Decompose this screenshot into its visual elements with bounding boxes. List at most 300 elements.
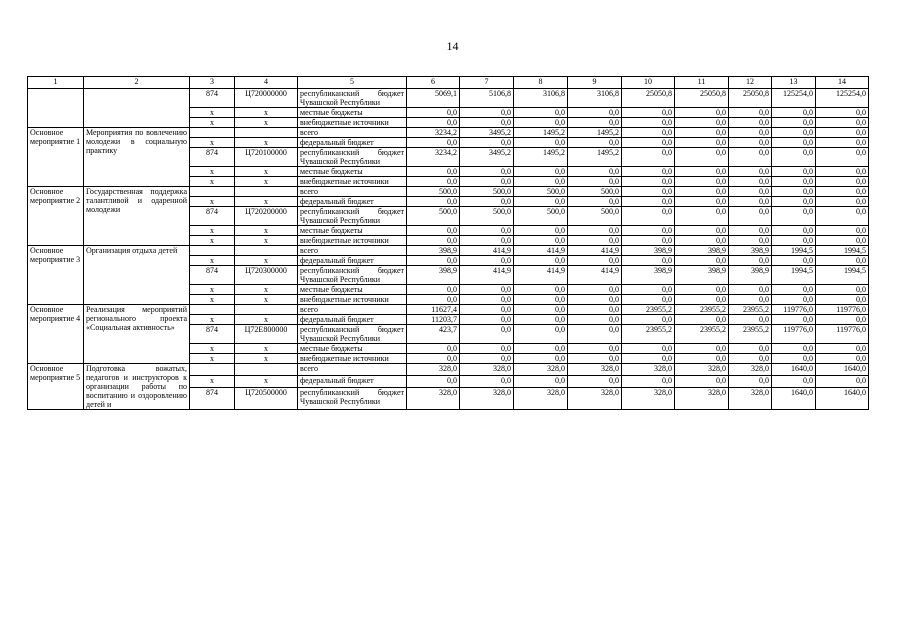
amount-cell: 3234,2	[407, 128, 460, 138]
amount-cell: 414,9	[514, 246, 568, 256]
amount-cell: 0,0	[675, 207, 729, 226]
amount-cell: 0,0	[816, 285, 869, 295]
amount-cell: 119776,0	[772, 305, 816, 315]
budget-code	[235, 187, 298, 197]
amount-cell: 3106,8	[514, 89, 568, 108]
funding-source: федеральный бюджет	[298, 197, 407, 207]
amount-cell: 0,0	[816, 315, 869, 325]
amount-cell: 0,0	[568, 197, 622, 207]
amount-cell: 0,0	[816, 128, 869, 138]
amount-cell: 414,9	[460, 246, 514, 256]
amount-cell: 0,0	[460, 256, 514, 266]
amount-cell: 0,0	[514, 138, 568, 148]
activity-description: Мероприятия по вовлечению молодежи в социальную практику	[84, 128, 190, 187]
amount-cell: 119776,0	[772, 325, 816, 344]
activity-label: Основное мероприятие 4	[28, 305, 84, 364]
amount-cell: 1495,2	[514, 128, 568, 138]
amount-cell: 0,0	[622, 108, 675, 118]
funding-source: всего	[298, 128, 407, 138]
amount-cell: 0,0	[729, 315, 772, 325]
amount-cell: 0,0	[729, 207, 772, 226]
amount-cell: 25050,8	[729, 89, 772, 108]
amount-cell: 0,0	[568, 108, 622, 118]
amount-cell: 0,0	[729, 354, 772, 364]
budget-code: x	[235, 167, 298, 177]
amount-cell: 0,0	[622, 197, 675, 207]
amount-cell: 0,0	[816, 108, 869, 118]
amount-cell: 0,0	[772, 285, 816, 295]
amount-cell: 0,0	[772, 236, 816, 246]
amount-cell: 328,0	[622, 364, 675, 376]
table-body	[28, 77, 869, 410]
amount-cell: 25050,8	[622, 89, 675, 108]
budget-code	[235, 246, 298, 256]
amount-cell: 0,0	[460, 108, 514, 118]
amount-cell: 0,0	[816, 138, 869, 148]
table-row	[28, 128, 869, 138]
amount-cell: 0,0	[568, 295, 622, 305]
amount-cell: 0,0	[772, 148, 816, 167]
amount-cell: 328,0	[675, 364, 729, 376]
amount-cell: 1495,2	[568, 128, 622, 138]
amount-cell: 0,0	[772, 315, 816, 325]
amount-cell: 500,0	[407, 187, 460, 197]
ministry-code: x	[190, 354, 235, 364]
amount-cell: 0,0	[514, 108, 568, 118]
amount-cell: 0,0	[460, 226, 514, 236]
funding-source: всего	[298, 187, 407, 197]
col-number: 12	[729, 77, 772, 89]
amount-cell: 0,0	[460, 197, 514, 207]
funding-source: внебюджетные источники	[298, 177, 407, 187]
ministry-code: x	[190, 315, 235, 325]
amount-cell: 414,9	[460, 266, 514, 285]
amount-cell: 0,0	[514, 167, 568, 177]
amount-cell: 0,0	[514, 285, 568, 295]
amount-cell: 0,0	[460, 118, 514, 128]
amount-cell: 23955,2	[729, 325, 772, 344]
amount-cell: 398,9	[407, 266, 460, 285]
amount-cell: 0,0	[675, 138, 729, 148]
amount-cell: 11203,7	[407, 315, 460, 325]
amount-cell: 0,0	[568, 167, 622, 177]
amount-cell: 0,0	[407, 108, 460, 118]
amount-cell: 23955,2	[729, 305, 772, 315]
ministry-code	[190, 364, 235, 376]
funding-source: всего	[298, 305, 407, 315]
amount-cell: 0,0	[675, 148, 729, 167]
amount-cell: 500,0	[514, 187, 568, 197]
amount-cell: 0,0	[514, 236, 568, 246]
amount-cell: 0,0	[407, 285, 460, 295]
amount-cell: 0,0	[460, 375, 514, 387]
amount-cell: 0,0	[816, 375, 869, 387]
funding-source: местные бюджеты	[298, 226, 407, 236]
funding-source: республиканский бюджет Чувашской Республики	[298, 266, 407, 285]
amount-cell: 0,0	[729, 118, 772, 128]
amount-cell: 0,0	[622, 344, 675, 354]
amount-cell: 0,0	[675, 354, 729, 364]
ministry-code: x	[190, 108, 235, 118]
budget-code: Ц720200000	[235, 207, 298, 226]
funding-source: всего	[298, 364, 407, 376]
amount-cell: 328,0	[407, 364, 460, 376]
amount-cell: 328,0	[514, 364, 568, 376]
column-number-row	[28, 77, 869, 89]
amount-cell: 0,0	[772, 375, 816, 387]
amount-cell: 0,0	[675, 167, 729, 177]
amount-cell: 398,9	[622, 266, 675, 285]
amount-cell: 0,0	[407, 256, 460, 266]
amount-cell: 0,0	[729, 108, 772, 118]
col-number: 5	[298, 77, 407, 89]
funding-source: внебюджетные источники	[298, 354, 407, 364]
budget-code: Ц720500000	[235, 387, 298, 409]
amount-cell: 3234,2	[407, 148, 460, 167]
amount-cell: 0,0	[460, 354, 514, 364]
amount-cell: 125254,0	[816, 89, 869, 108]
amount-cell: 500,0	[568, 187, 622, 197]
funding-source: федеральный бюджет	[298, 256, 407, 266]
budget-code: x	[235, 177, 298, 187]
amount-cell: 0,0	[622, 118, 675, 128]
amount-cell: 0,0	[816, 344, 869, 354]
amount-cell: 0,0	[407, 295, 460, 305]
amount-cell: 0,0	[675, 128, 729, 138]
amount-cell: 398,9	[675, 266, 729, 285]
amount-cell: 0,0	[772, 118, 816, 128]
table-row	[28, 246, 869, 256]
col-number: 14	[816, 77, 869, 89]
col-number: 3	[190, 77, 235, 89]
amount-cell: 328,0	[622, 387, 675, 409]
activity-label: Основное мероприятие 2	[28, 187, 84, 246]
ministry-code: x	[190, 226, 235, 236]
activity-description: Организация отдыха детей	[84, 246, 190, 305]
amount-cell: 328,0	[460, 387, 514, 409]
amount-cell: 0,0	[568, 118, 622, 128]
budget-code: x	[235, 108, 298, 118]
col-number: 13	[772, 77, 816, 89]
amount-cell: 0,0	[407, 375, 460, 387]
amount-cell: 0,0	[514, 295, 568, 305]
amount-cell: 0,0	[816, 118, 869, 128]
amount-cell: 0,0	[514, 226, 568, 236]
amount-cell: 0,0	[407, 138, 460, 148]
amount-cell: 5069,1	[407, 89, 460, 108]
amount-cell: 0,0	[772, 108, 816, 118]
amount-cell: 0,0	[729, 285, 772, 295]
budget-code: x	[235, 197, 298, 207]
amount-cell: 0,0	[772, 354, 816, 364]
amount-cell: 3106,8	[568, 89, 622, 108]
amount-cell: 0,0	[729, 375, 772, 387]
ministry-code: x	[190, 197, 235, 207]
amount-cell: 0,0	[816, 354, 869, 364]
amount-cell: 0,0	[729, 236, 772, 246]
amount-cell: 0,0	[816, 167, 869, 177]
amount-cell: 0,0	[772, 207, 816, 226]
activity-label	[28, 89, 84, 128]
budget-code: x	[235, 236, 298, 246]
amount-cell: 0,0	[675, 256, 729, 266]
col-number: 11	[675, 77, 729, 89]
amount-cell: 0,0	[816, 295, 869, 305]
amount-cell: 5106,8	[460, 89, 514, 108]
ministry-code	[190, 246, 235, 256]
budget-code: x	[235, 138, 298, 148]
amount-cell: 0,0	[622, 128, 675, 138]
amount-cell: 0,0	[407, 236, 460, 246]
amount-cell: 0,0	[675, 236, 729, 246]
amount-cell: 0,0	[729, 167, 772, 177]
amount-cell: 23955,2	[622, 325, 675, 344]
budget-code	[235, 305, 298, 315]
amount-cell: 500,0	[407, 207, 460, 226]
amount-cell: 0,0	[729, 226, 772, 236]
activity-description: Государственная поддержка талантливой и одаренной молодежи	[84, 187, 190, 246]
budget-code: x	[235, 285, 298, 295]
amount-cell: 0,0	[622, 354, 675, 364]
amount-cell: 0,0	[568, 138, 622, 148]
funding-source: республиканский бюджет Чувашской Республики	[298, 148, 407, 167]
budget-code: x	[235, 344, 298, 354]
amount-cell: 0,0	[460, 295, 514, 305]
amount-cell: 0,0	[729, 128, 772, 138]
amount-cell: 0,0	[622, 375, 675, 387]
amount-cell: 0,0	[460, 315, 514, 325]
budget-code	[235, 128, 298, 138]
ministry-code: x	[190, 295, 235, 305]
col-number: 7	[460, 77, 514, 89]
amount-cell: 328,0	[675, 387, 729, 409]
amount-cell: 0,0	[514, 315, 568, 325]
amount-cell: 23955,2	[675, 325, 729, 344]
amount-cell: 0,0	[514, 177, 568, 187]
amount-cell: 414,9	[514, 266, 568, 285]
amount-cell: 328,0	[729, 364, 772, 376]
col-number: 1	[28, 77, 84, 89]
amount-cell: 23955,2	[622, 305, 675, 315]
amount-cell: 0,0	[622, 256, 675, 266]
amount-cell: 0,0	[460, 285, 514, 295]
col-number: 9	[568, 77, 622, 89]
amount-cell: 0,0	[816, 148, 869, 167]
amount-cell: 0,0	[675, 187, 729, 197]
amount-cell: 0,0	[514, 305, 568, 315]
amount-cell: 23955,2	[675, 305, 729, 315]
amount-cell: 500,0	[460, 207, 514, 226]
funding-source: федеральный бюджет	[298, 315, 407, 325]
amount-cell: 0,0	[622, 148, 675, 167]
amount-cell: 0,0	[816, 177, 869, 187]
ministry-code: 874	[190, 207, 235, 226]
amount-cell: 0,0	[460, 138, 514, 148]
funding-source: внебюджетные источники	[298, 295, 407, 305]
funding-source: внебюджетные источники	[298, 236, 407, 246]
amount-cell: 0,0	[675, 315, 729, 325]
table-row	[28, 364, 869, 376]
amount-cell: 398,9	[622, 246, 675, 256]
amount-cell: 0,0	[460, 305, 514, 315]
amount-cell: 1640,0	[772, 387, 816, 409]
amount-cell: 328,0	[460, 364, 514, 376]
amount-cell: 1640,0	[772, 364, 816, 376]
amount-cell: 0,0	[772, 197, 816, 207]
amount-cell: 0,0	[622, 187, 675, 197]
amount-cell: 398,9	[407, 246, 460, 256]
amount-cell: 1495,2	[568, 148, 622, 167]
amount-cell: 0,0	[622, 236, 675, 246]
amount-cell: 0,0	[675, 118, 729, 128]
amount-cell: 0,0	[772, 138, 816, 148]
amount-cell: 0,0	[622, 207, 675, 226]
amount-cell: 119776,0	[816, 305, 869, 315]
budget-code: Ц720000000	[235, 89, 298, 108]
amount-cell: 0,0	[729, 187, 772, 197]
ministry-code: x	[190, 344, 235, 354]
amount-cell: 0,0	[622, 295, 675, 305]
amount-cell: 0,0	[772, 187, 816, 197]
amount-cell: 328,0	[568, 387, 622, 409]
ministry-code: x	[190, 236, 235, 246]
budget-code	[235, 364, 298, 376]
funding-source: местные бюджеты	[298, 285, 407, 295]
amount-cell: 398,9	[675, 246, 729, 256]
amount-cell: 125254,0	[772, 89, 816, 108]
ministry-code	[190, 187, 235, 197]
amount-cell: 0,0	[816, 207, 869, 226]
amount-cell: 0,0	[514, 256, 568, 266]
budget-code: x	[235, 315, 298, 325]
amount-cell: 0,0	[568, 354, 622, 364]
col-number: 8	[514, 77, 568, 89]
amount-cell: 0,0	[460, 167, 514, 177]
amount-cell: 0,0	[729, 295, 772, 305]
funding-source: федеральный бюджет	[298, 375, 407, 387]
amount-cell: 11627,4	[407, 305, 460, 315]
amount-cell: 0,0	[568, 305, 622, 315]
col-number: 10	[622, 77, 675, 89]
amount-cell: 0,0	[514, 354, 568, 364]
ministry-code: 874	[190, 89, 235, 108]
amount-cell: 0,0	[729, 138, 772, 148]
amount-cell: 0,0	[622, 226, 675, 236]
amount-cell: 0,0	[622, 285, 675, 295]
amount-cell: 0,0	[675, 344, 729, 354]
amount-cell: 328,0	[514, 387, 568, 409]
amount-cell: 0,0	[407, 354, 460, 364]
amount-cell: 0,0	[568, 375, 622, 387]
col-number: 6	[407, 77, 460, 89]
ministry-code: x	[190, 285, 235, 295]
amount-cell: 0,0	[514, 375, 568, 387]
col-number: 4	[235, 77, 298, 89]
amount-cell: 1640,0	[816, 387, 869, 409]
ministry-code: x	[190, 118, 235, 128]
budget-code: Ц720100000	[235, 148, 298, 167]
amount-cell: 0,0	[460, 325, 514, 344]
amount-cell: 0,0	[568, 285, 622, 295]
ministry-code: x	[190, 177, 235, 187]
activity-label: Основное мероприятие 3	[28, 246, 84, 305]
ministry-code: 874	[190, 387, 235, 409]
amount-cell: 0,0	[816, 256, 869, 266]
funding-source: федеральный бюджет	[298, 138, 407, 148]
funding-source: республиканский бюджет Чувашской Республики	[298, 89, 407, 108]
amount-cell: 0,0	[772, 167, 816, 177]
activity-description: Подготовка вожатых, педагогов и инструкторов к организации работы по воспитанию и оздоровлению детей и	[84, 364, 190, 410]
amount-cell: 0,0	[729, 177, 772, 187]
amount-cell: 0,0	[568, 226, 622, 236]
budget-code: x	[235, 375, 298, 387]
ministry-code: x	[190, 256, 235, 266]
amount-cell: 0,0	[407, 226, 460, 236]
amount-cell: 0,0	[622, 177, 675, 187]
amount-cell: 0,0	[407, 344, 460, 354]
ministry-code	[190, 305, 235, 315]
budget-code: x	[235, 118, 298, 128]
amount-cell: 0,0	[675, 285, 729, 295]
amount-cell: 0,0	[772, 177, 816, 187]
amount-cell: 0,0	[675, 226, 729, 236]
ministry-code: x	[190, 138, 235, 148]
amount-cell: 0,0	[816, 197, 869, 207]
col-number: 2	[84, 77, 190, 89]
amount-cell: 0,0	[772, 256, 816, 266]
amount-cell: 0,0	[675, 108, 729, 118]
amount-cell: 119776,0	[816, 325, 869, 344]
budget-code: x	[235, 256, 298, 266]
amount-cell: 0,0	[407, 118, 460, 128]
activity-description: Реализация мероприятий регионального проекта «Социальная активность»	[84, 305, 190, 364]
amount-cell: 500,0	[568, 207, 622, 226]
amount-cell: 423,7	[407, 325, 460, 344]
table-row	[28, 187, 869, 197]
budget-code: Ц72E800000	[235, 325, 298, 344]
amount-cell: 0,0	[675, 197, 729, 207]
amount-cell: 0,0	[407, 167, 460, 177]
amount-cell: 0,0	[568, 177, 622, 187]
amount-cell: 1994,5	[772, 246, 816, 256]
amount-cell: 0,0	[675, 177, 729, 187]
amount-cell: 398,9	[729, 266, 772, 285]
table-row	[28, 305, 869, 315]
amount-cell: 0,0	[407, 197, 460, 207]
funding-source: республиканский бюджет Чувашской Республики	[298, 325, 407, 344]
amount-cell: 0,0	[514, 197, 568, 207]
amount-cell: 0,0	[622, 315, 675, 325]
amount-cell: 0,0	[772, 295, 816, 305]
amount-cell: 0,0	[816, 236, 869, 246]
activity-description	[84, 89, 190, 128]
activity-label: Основное мероприятие 1	[28, 128, 84, 187]
amount-cell: 0,0	[772, 128, 816, 138]
amount-cell: 0,0	[729, 148, 772, 167]
funding-source: местные бюджеты	[298, 108, 407, 118]
amount-cell: 1994,5	[772, 266, 816, 285]
amount-cell: 3495,2	[460, 148, 514, 167]
amount-cell: 0,0	[729, 256, 772, 266]
funding-source: местные бюджеты	[298, 167, 407, 177]
amount-cell: 0,0	[816, 226, 869, 236]
activity-label: Основное мероприятие 5	[28, 364, 84, 410]
amount-cell: 3495,2	[460, 128, 514, 138]
amount-cell: 1640,0	[816, 364, 869, 376]
budget-code: x	[235, 354, 298, 364]
amount-cell: 1994,5	[816, 266, 869, 285]
funding-source: всего	[298, 246, 407, 256]
